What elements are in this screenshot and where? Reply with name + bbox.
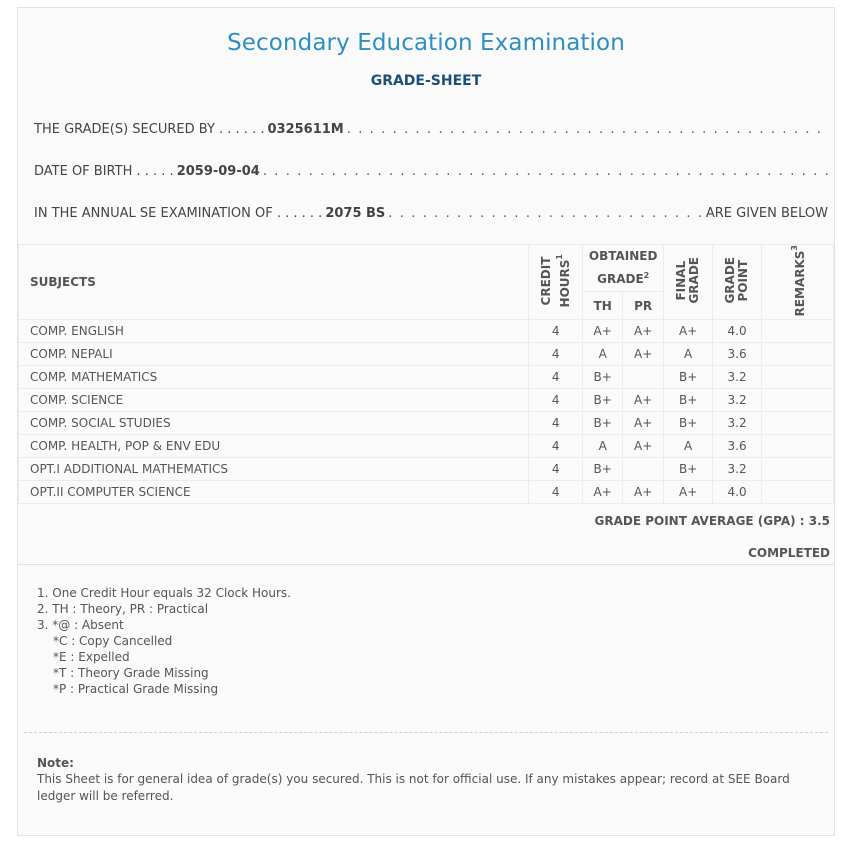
subject-cell: OPT.II COMPUTER SCIENCE [19, 481, 529, 504]
credit-cell: 4 [529, 412, 583, 435]
pr-cell [623, 458, 664, 481]
dot-leader [388, 206, 706, 221]
th-cell: B+ [583, 412, 623, 435]
table-row [19, 481, 834, 504]
subjects-header: SUBJECTS [19, 245, 529, 320]
divider [18, 564, 834, 565]
grade-point-cell: 3.6 [713, 343, 762, 366]
credit-cell: 4 [529, 389, 583, 412]
exam-line [34, 206, 828, 224]
gpa-summary: GRADE POINT AVERAGE (GPA) : 3.5 [594, 514, 830, 528]
final-grade-cell: A [664, 343, 713, 366]
th-header: TH [583, 292, 623, 320]
page-title: Secondary Education Examination [227, 30, 625, 56]
dob-label: DATE OF BIRTH . . . . . [34, 164, 174, 179]
grade-point-cell: 3.2 [713, 366, 762, 389]
grade-point-cell: 3.2 [713, 412, 762, 435]
exam-year: 2075 BS [325, 206, 386, 221]
final-grade-cell: B+ [664, 458, 713, 481]
given-below-label: ARE GIVEN BELOW [705, 206, 828, 221]
remarks-header: REMARKS$^3$ [762, 245, 834, 320]
secured-by-line [34, 122, 828, 140]
footnote: 1. One Credit Hour equals 32 Clock Hours. [37, 586, 291, 600]
credit-cell: 4 [529, 343, 583, 366]
footnote: *C : Copy Cancelled [53, 634, 173, 648]
final-grade-cell: A+ [664, 481, 713, 504]
remarks-cell [762, 366, 834, 389]
remarks-cell [762, 412, 834, 435]
subject-cell: COMP. SOCIAL STUDIES [19, 412, 529, 435]
remarks-cell [762, 458, 834, 481]
remarks-cell [762, 343, 834, 366]
remarks-cell [762, 389, 834, 412]
grade-point-cell: 4.0 [713, 320, 762, 343]
pr-header: PR [623, 292, 664, 320]
remarks-cell [762, 320, 834, 343]
subject-cell: COMP. MATHEMATICS [19, 366, 529, 389]
dob-value: 2059-09-04 [176, 164, 260, 179]
subject-cell: COMP. ENGLISH [19, 320, 529, 343]
th-cell: A+ [583, 481, 623, 504]
table-row [19, 412, 834, 435]
subject-cell: OPT.I ADDITIONAL MATHEMATICS [19, 458, 529, 481]
credit-cell: 4 [529, 481, 583, 504]
dot-leader [347, 122, 828, 137]
grade-point-cell: 3.2 [713, 458, 762, 481]
th-cell: B+ [583, 389, 623, 412]
final-grade-cell: A [664, 435, 713, 458]
dot-leader [263, 164, 828, 179]
pr-cell: A+ [623, 481, 664, 504]
note-text: This Sheet is for general idea of grade(s) you secured. This is not for official use. If any mistakes appear; record at SEE Board ledger will be referred. [37, 772, 790, 803]
th-cell: A [583, 343, 623, 366]
pr-cell: A+ [623, 320, 664, 343]
symbol-number: 0325611M [267, 122, 344, 137]
subject-cell: COMP. SCIENCE [19, 389, 529, 412]
grade-point-header: GRADE POINT [713, 245, 762, 320]
final-grade-cell: B+ [664, 366, 713, 389]
credit-cell: 4 [529, 320, 583, 343]
obtained-grade-header: OBTAINED GRADE$^2$ [583, 245, 664, 292]
credit-cell: 4 [529, 435, 583, 458]
final-grade-cell: A+ [664, 320, 713, 343]
footnote: *E : Expelled [53, 650, 130, 664]
table-row [19, 389, 834, 412]
table-row [19, 435, 834, 458]
th-cell: B+ [583, 366, 623, 389]
dob-line [34, 164, 828, 182]
dashed-divider [24, 732, 828, 733]
status-text: COMPLETED [748, 546, 830, 560]
credit-cell: 4 [529, 366, 583, 389]
note-heading: Note: [37, 756, 74, 770]
grade-point-cell: 3.6 [713, 435, 762, 458]
pr-cell: A+ [623, 435, 664, 458]
grade-point-cell: 3.2 [713, 389, 762, 412]
exam-label: IN THE ANNUAL SE EXAMINATION OF . . . . . . [34, 206, 323, 221]
credit-cell: 4 [529, 458, 583, 481]
table-row [19, 343, 834, 366]
final-grade-cell: B+ [664, 389, 713, 412]
credit-hours-header: CREDIT HOURS$^1$ [529, 245, 583, 320]
pr-cell [623, 366, 664, 389]
pr-cell: A+ [623, 412, 664, 435]
final-grade-header: FINAL GRADE [664, 245, 713, 320]
secured-by-label: THE GRADE(S) SECURED BY . . . . . . [34, 122, 265, 137]
pr-cell: A+ [623, 343, 664, 366]
table-row [19, 458, 834, 481]
th-cell: B+ [583, 458, 623, 481]
footnote: 2. TH : Theory, PR : Practical [37, 602, 209, 616]
footnotes [37, 585, 291, 697]
footnote: *T : Theory Grade Missing [53, 666, 209, 680]
remarks-cell [762, 481, 834, 504]
remarks-cell [762, 435, 834, 458]
table-row [19, 366, 834, 389]
footnote: *P : Practical Grade Missing [53, 682, 219, 696]
page-subtitle: GRADE-SHEET [370, 73, 482, 89]
footnote: 3. *@ : Absent [37, 618, 124, 632]
grades-table [18, 244, 834, 504]
th-cell: A [583, 435, 623, 458]
subject-cell: COMP. NEPALI [19, 343, 529, 366]
final-grade-cell: B+ [664, 412, 713, 435]
th-cell: A+ [583, 320, 623, 343]
table-row [19, 320, 834, 343]
grade-sheet [17, 7, 835, 836]
pr-cell: A+ [623, 389, 664, 412]
subject-cell: COMP. HEALTH, POP & ENV EDU [19, 435, 529, 458]
grade-point-cell: 4.0 [713, 481, 762, 504]
